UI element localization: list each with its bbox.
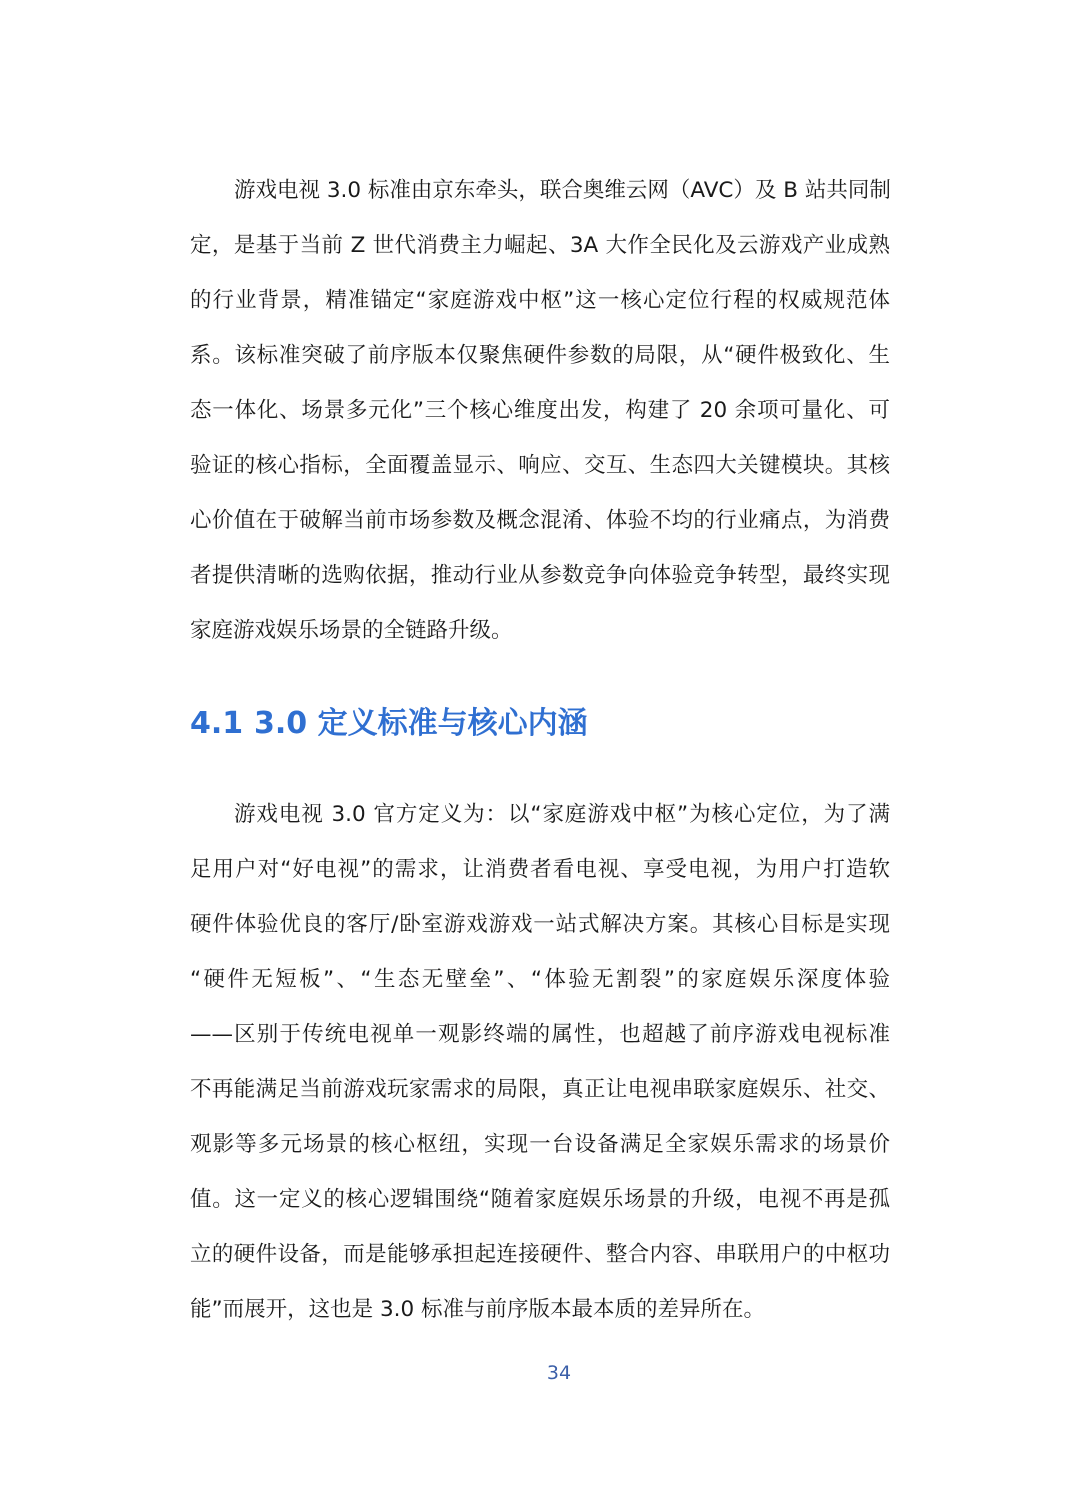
paragraph-line: 者提供清晰的选购依据，推动行业从参数竞争向体验竞争转型，最终实现	[190, 563, 890, 588]
paragraph-line: 家庭游戏娱乐场景的全链路升级。	[190, 618, 513, 643]
paragraph-line: 值。这一定义的核心逻辑围绕“随着家庭娱乐场景的升级，电视不再是孤	[190, 1187, 890, 1212]
section-number: 4.1	[190, 706, 244, 741]
paragraph-line: 态一体化、场景多元化”三个核心维度出发，构建了 20 余项可量化、可	[190, 398, 890, 423]
paragraph-line: 游戏电视 3.0 官方定义为：以“家庭游戏中枢”为核心定位，为了满	[234, 802, 890, 827]
paragraph-line: 足用户对“好电视”的需求，让消费者看电视、享受电视，为用户打造软	[190, 857, 890, 882]
section-title: 3.0 定义标准与核心内涵	[254, 706, 588, 741]
paragraph-line: “硬件无短板”、“生态无壁垒”、“体验无割裂”的家庭娱乐深度体验	[190, 967, 890, 992]
paragraph-line: 立的硬件设备，而是能够承担起连接硬件、整合内容、串联用户的中枢功	[190, 1242, 890, 1267]
paragraph-line: 心价值在于破解当前市场参数及概念混淆、体验不均的行业痛点，为消费	[190, 508, 890, 533]
paragraph-line: 能”而展开，这也是 3.0 标准与前序版本最本质的差异所在。	[190, 1297, 766, 1322]
paragraph-line: 系。该标准突破了前序版本仅聚焦硬件参数的局限，从“硬件极致化、生	[190, 343, 890, 368]
paragraph-line: 观影等多元场景的核心枢纽，实现一台设备满足全家娱乐需求的场景价	[190, 1132, 890, 1157]
page-number: 34	[546, 1362, 572, 1384]
paragraph-line: 不再能满足当前游戏玩家需求的局限，真正让电视串联家庭娱乐、社交、	[190, 1077, 890, 1102]
paragraph-line: 游戏电视 3.0 标准由京东牵头，联合奥维云网（AVC）及 B 站共同制	[234, 178, 891, 203]
paragraph-line: ——区别于传统电视单一观影终端的属性，也超越了前序游戏电视标准	[190, 1022, 890, 1047]
paragraph-line: 定，是基于当前 Z 世代消费主力崛起、3A 大作全民化及云游戏产业成熟	[190, 233, 890, 258]
paragraph-line: 硬件体验优良的客厅/卧室游戏游戏一站式解决方案。其核心目标是实现	[190, 912, 890, 937]
paragraph-definition	[190, 787, 890, 1337]
section-heading	[190, 686, 890, 762]
paragraph-intro	[190, 163, 890, 658]
paragraph-line: 验证的核心指标，全面覆盖显示、响应、交互、生态四大关键模块。其核	[190, 453, 890, 478]
paragraph-line: 的行业背景，精准锚定“家庭游戏中枢”这一核心定位行程的权威规范体	[190, 288, 890, 313]
page-content	[190, 163, 890, 1337]
